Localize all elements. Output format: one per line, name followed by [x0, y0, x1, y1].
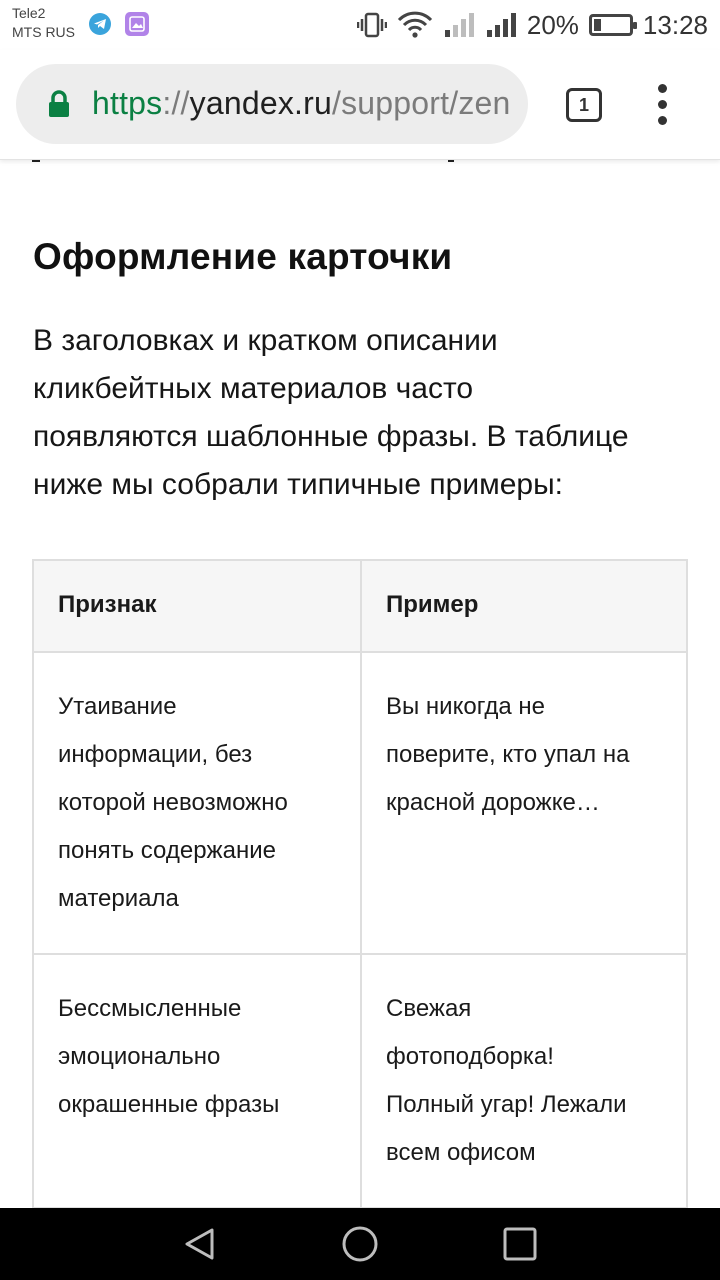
cell-line: Бессмысленные	[58, 995, 242, 1022]
tab-count: 1	[578, 95, 589, 115]
cell-line: материала	[58, 885, 179, 912]
battery-percent: 20%	[526, 9, 579, 40]
cell-line: всем офисом	[386, 1139, 536, 1166]
clipped-text-line	[32, 160, 488, 164]
feature-cell	[34, 653, 360, 953]
vibrate-icon	[357, 12, 387, 38]
cell-line: понять содержание	[58, 837, 276, 864]
lock-icon	[48, 90, 70, 118]
wifi-icon	[397, 11, 433, 39]
cell-line: Утаивание	[58, 693, 177, 720]
more-vert-icon[interactable]	[650, 84, 676, 126]
battery-level	[594, 19, 601, 31]
carrier-name-2: MTS RUS	[12, 24, 75, 40]
intro-line: ниже мы собрали типичные примеры:	[33, 468, 563, 501]
intro-line: В заголовках и кратком описании	[33, 324, 498, 357]
status-bar	[0, 0, 720, 50]
url-separator: ://	[162, 85, 190, 121]
url-path: /support/zen	[332, 85, 511, 121]
carrier-info	[12, 4, 75, 42]
battery-icon	[589, 14, 633, 36]
page-content	[0, 160, 720, 1208]
header-example: Пример	[360, 561, 686, 651]
cell-line: Вы никогда не	[386, 693, 545, 720]
cell-line: Полный угар! Лежали	[386, 1091, 627, 1118]
cell-line: информации, без	[58, 741, 253, 768]
address-bar[interactable]	[16, 64, 528, 144]
header-feature: Признак	[58, 591, 157, 618]
table-row	[34, 953, 686, 1207]
gallery-icon	[125, 12, 149, 36]
url-text[interactable]	[92, 85, 511, 122]
intro-paragraph	[33, 317, 693, 509]
back-button[interactable]	[155, 1208, 245, 1280]
back-icon	[182, 1226, 218, 1262]
url-scheme: https	[92, 85, 163, 121]
table-row	[34, 651, 686, 953]
examples-table	[32, 559, 688, 1208]
tab-switcher-button[interactable]	[566, 88, 602, 122]
section-title: Оформление карточки	[33, 236, 453, 277]
browser-toolbar	[0, 50, 720, 160]
status-indicators	[357, 8, 708, 42]
feature-cell	[34, 955, 360, 1207]
intro-line: кликбейтных материалов часто	[33, 372, 474, 405]
cell-line: которой невозможно	[58, 789, 288, 816]
example-cell	[360, 653, 686, 953]
cell-line: окрашенные фразы	[58, 1091, 280, 1118]
signal-icon	[485, 12, 517, 38]
cell-line: поверите, кто упал на	[386, 741, 630, 768]
home-button[interactable]	[315, 1208, 405, 1280]
cell-line: фотоподборка!	[386, 1043, 554, 1070]
recents-button[interactable]	[475, 1208, 565, 1280]
cell-line: эмоционально	[58, 1043, 221, 1070]
cell-line: красной дорожке…	[386, 789, 600, 816]
example-cell	[360, 955, 686, 1207]
table-header-row	[34, 561, 686, 651]
clock: 13:28	[642, 9, 708, 40]
system-nav-bar	[0, 1208, 720, 1280]
signal-icon	[443, 12, 475, 38]
cell-line: Свежая	[386, 995, 472, 1022]
telegram-icon	[89, 13, 111, 35]
carrier-name-1: Tele2	[12, 5, 46, 21]
home-icon	[342, 1226, 378, 1262]
intro-line: появляются шаблонные фразы. В таблице	[33, 420, 629, 453]
url-host: yandex.ru	[189, 85, 332, 121]
recents-icon	[502, 1226, 538, 1262]
